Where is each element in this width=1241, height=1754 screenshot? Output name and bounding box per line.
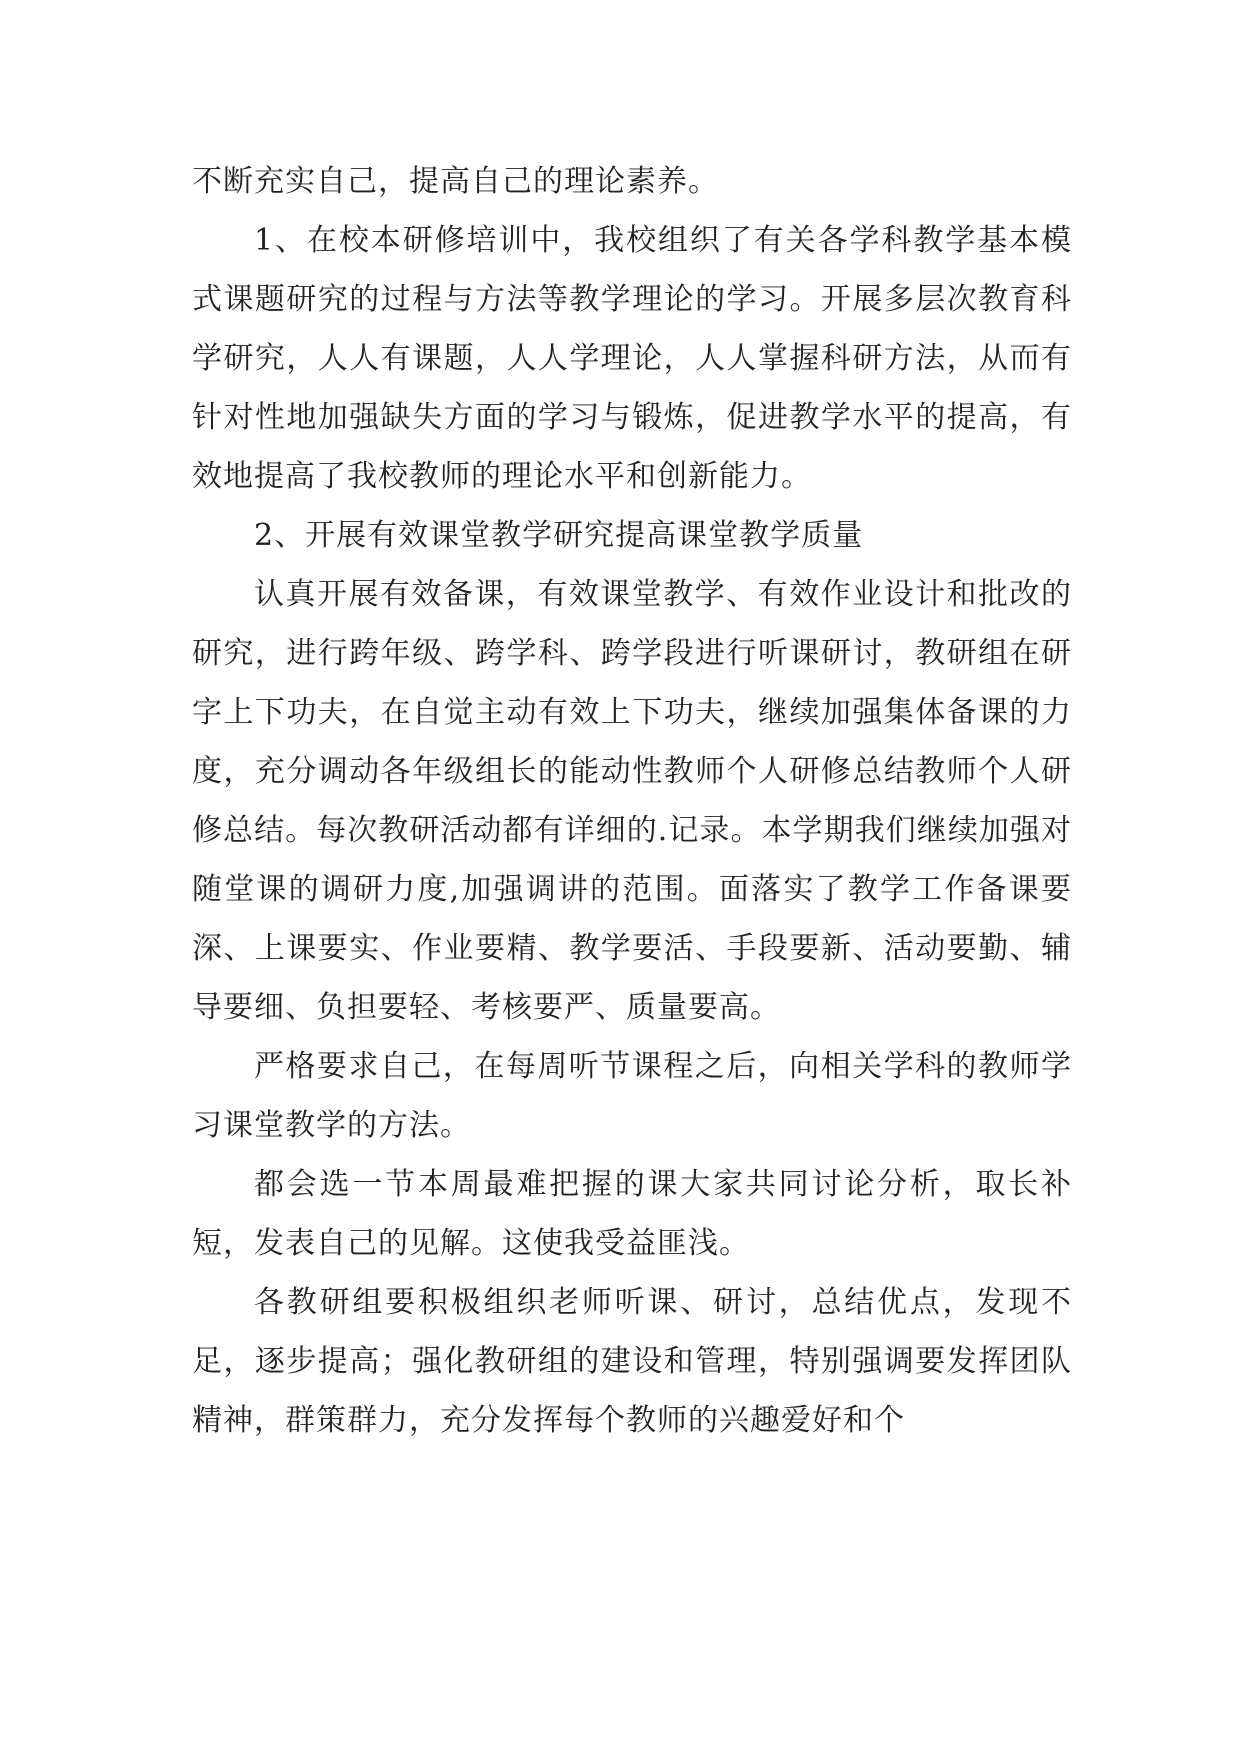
paragraph-2: 1、在校本研修培训中，我校组织了有关各学科教学基本模式课题研究的过程与方法等教学理论的学习。开展多层次教育科学研究，人人有课题，人人学理论，人人掌握科研方法，从而有针对性地加强缺失方面的学习与锻炼，促进教学水平的提高，有效地提高了我校教师的理论水平和创新能力。 xyxy=(192,223,1072,494)
paragraph-3: 2、开展有效课堂教学研究提高课堂教学质量 xyxy=(254,518,864,553)
paragraph-1: 不断充实自己，提高自己的理论素养。 xyxy=(192,164,719,199)
paragraph-7: 各教研组要积极组织老师听课、研讨，总结优点，发现不足，逐步提高；强化教研组的建设和管理，特别强调要发挥团队精神，群策群力，充分发挥每个教师的兴趣爱好和个 xyxy=(192,1285,1072,1438)
paragraph-6: 都会选一节本周最难把握的课大家共同讨论分析，取长补短，发表自己的见解。这使我受益匪浅。 xyxy=(192,1167,1072,1261)
document-body xyxy=(192,152,1072,1450)
paragraph-4: 认真开展有效备课，有效课堂教学、有效作业设计和批改的研究，进行跨年级、跨学科、跨学段进行听课研讨，教研组在研字上下功夫，在自觉主动有效上下功夫，继续加强集体备课的力度，充分调动各年级组长的能动性教师个人研修总结教师个人研修总结。每次教研活动都有详细的.记录。本学期我们继续加强对随堂课的调研力度,加强调讲的范围。面落实了教学工作备课要深、上课要实、作业要精、教学要活、手段要新、活动要勤、辅导要细、负担要轻、考核要严、质量要高。 xyxy=(192,577,1072,1025)
paragraph-5: 严格要求自己，在每周听节课程之后，向相关学科的教师学习课堂教学的方法。 xyxy=(192,1049,1072,1143)
